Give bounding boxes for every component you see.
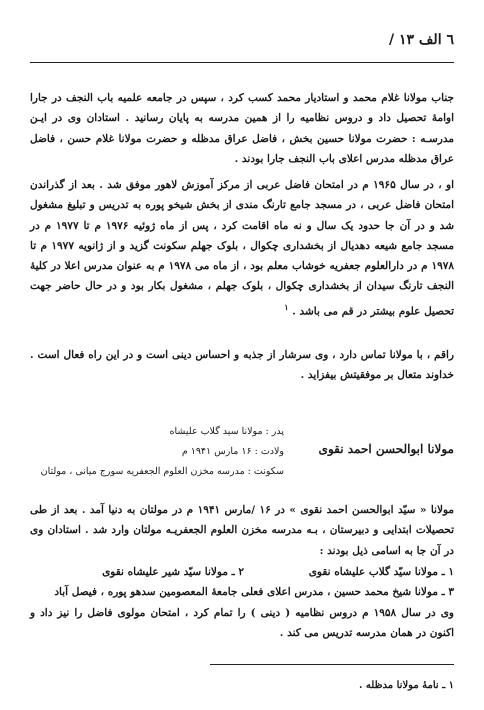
footnote-marker: ۱ (284, 301, 289, 312)
closing-paragraph: وی در سال ۱۹۵۸ م دروس نظامیه ( دینی ) را تمام کرد ، امتحان مولوی فاضل را نیز داد و اکنون در همان مدرسه تدریس می کند . (30, 607, 454, 640)
teacher-3: ۳ ـ مولانا شیخ محمد حسین ، مدرس اعلای فعلی جامعهٔ المعصومین سدهو پوره ، فیصل آباد (54, 586, 454, 598)
bio-residence: سکونت : مدرسه مخزن العلوم الجعفریه سورج میانی ، مولتان (40, 466, 284, 477)
teacher-row-1 (30, 562, 454, 582)
bio-paragraph: مولانا « سیّد ابوالحسن احمد نقوی » در ۱۶ /مارس ۱۹۴۱ م در مولتان به دنیا آمد . بعد از طی تحصیلات ابتدایی و دبیرستان ، بـه مدرسه مخزن العلوم الجعفریـه مولتان وارد شد . استادان وی در آن جا به اسامی ذیل بودند : (30, 504, 455, 557)
bio-name: مولانا ابوالحسن احمد نقوی (318, 442, 454, 456)
paragraph-3: راقم ، با مولانا تماس دارد ، وی سرشار از جذبه و احساس دینی است و در این راه فعال است . خداوند متعال بر موفقیتش بیفزاید . (30, 349, 454, 382)
footnote-rule (210, 664, 454, 665)
paragraph-2 (30, 175, 454, 322)
bio-father: پدر : مولانا سید گلاب علیشاه (169, 426, 284, 437)
bio-header (30, 420, 454, 500)
footnote: ۱ ـ نامهٔ مولانا مدظله . (358, 680, 454, 691)
paragraph-1: جناب مولانا غلام محمد و استادیار محمد کسب کرد ، سپس در جامعه علمیه باب النجف در جارا اوامهٔ تحصیل داد و دروس نظامیه را از همین مدرسه به پایان رسانید . استادان وی در ایـن مدرسـه : حضرت مولانا حسین بخش ، فاضل عراق مدظله و حضرت مولانا غلام حسن ، فاضل عراق مدظله مدرس اعلای باب النجف جارا بودند . (30, 92, 454, 165)
paragraph-2-text: او ، در سال ۱۹۶۵ م در امتحان فاضل عربی از مرکز آموزش لاهور موفق شد . بعد از گذراندن امتحان فاضل عربی ، در مسجد جامع تارنگ مندی از بخش شیخو پوره به تدریس و تبلیغ مشغول شد و در آن جا حدود یک سال و نه ماه اقامت کرد ، پس از ماه ژوئیه ۱۹۷۶ م تا ۱۹۷۷ م در مسجد جامع شیعه دهدیال از بخشداری چکوال ، بلوک جهلم سکونت گزید و از ژانویه ۱۹۷۷ م تا ۱۹۷۸ م در دارالعلوم جعفریه خوشاب معلم بود ، از ماه می ۱۹۷۸ م به عنوان مدرس اعلا در کلیهٔ النجف تارنگ سیدان از بخشداری چکوال ، بلوک جهلم ، مشغول بکار بود و در حال حاضر جهت تحصیل علوم بیشتر در قم می باشد . (30, 179, 455, 318)
bio-birth: ولادت : ۱۶ مارس ۱۹۴۱ م (181, 446, 284, 457)
header-rule (30, 62, 454, 63)
teacher-1: ۱ ـ مولانا سیّد گلاب علیشاه نقوی (308, 566, 454, 578)
teacher-2: ۲ ـ مولانا سیّد شیر علیشاه نقوی (102, 566, 244, 578)
page-header: ٦ الف ١٣ / (389, 32, 454, 48)
